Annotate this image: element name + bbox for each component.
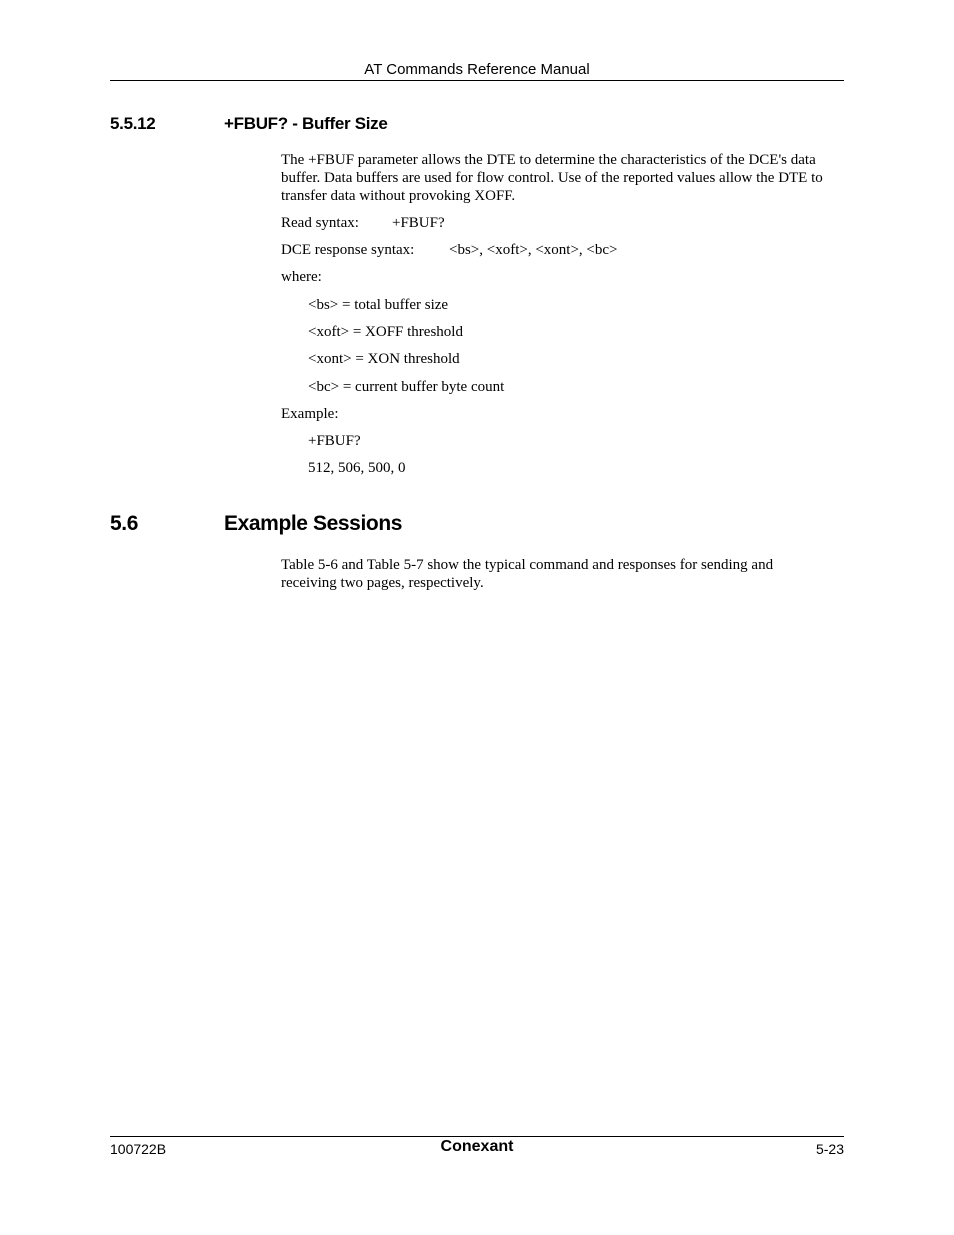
where-label: where:: [281, 269, 322, 285]
section-number: 5.5.12: [110, 114, 156, 133]
response-syntax-value: <bs>, <xoft>, <xont>, <bc>: [449, 242, 618, 258]
company-name: Conexant: [440, 1138, 514, 1155]
intro-paragraph: The +FBUF parameter allows the DTE to determine the characteristics of the DCE's data buffer. Data buffers are used for flow control. Use of the reported values allow the DTE to transfer data without provoking XOFF.: [281, 152, 823, 204]
section-title: +FBUF? - Buffer Size: [224, 114, 388, 133]
response-syntax-label: DCE response syntax:: [281, 242, 415, 258]
example-response: 512, 506, 500, 0: [308, 460, 406, 476]
section-title: Example Sessions: [224, 512, 403, 535]
page-number: 5-23: [815, 1141, 844, 1157]
param-item: <xoft> = XOFF threshold: [308, 324, 463, 340]
read-syntax-label: Read syntax:: [281, 215, 359, 231]
example-sessions-paragraph: Table 5-6 and Table 5-7 show the typical command and responses for sending and receiving two pages, respectively.: [281, 557, 774, 591]
param-item: <bs> = total buffer size: [308, 297, 449, 313]
example-command: +FBUF?: [308, 433, 361, 449]
doc-number: 100722B: [110, 1141, 167, 1157]
example-label: Example:: [281, 406, 339, 422]
header-rule: [110, 80, 844, 81]
read-syntax-value: +FBUF?: [392, 215, 445, 231]
param-item: <xont> = XON threshold: [308, 351, 460, 367]
param-item: <bc> = current buffer byte count: [308, 379, 505, 395]
running-header: AT Commands Reference Manual: [364, 61, 590, 78]
section-number: 5.6: [110, 512, 138, 535]
footer-rule: [110, 1136, 844, 1137]
